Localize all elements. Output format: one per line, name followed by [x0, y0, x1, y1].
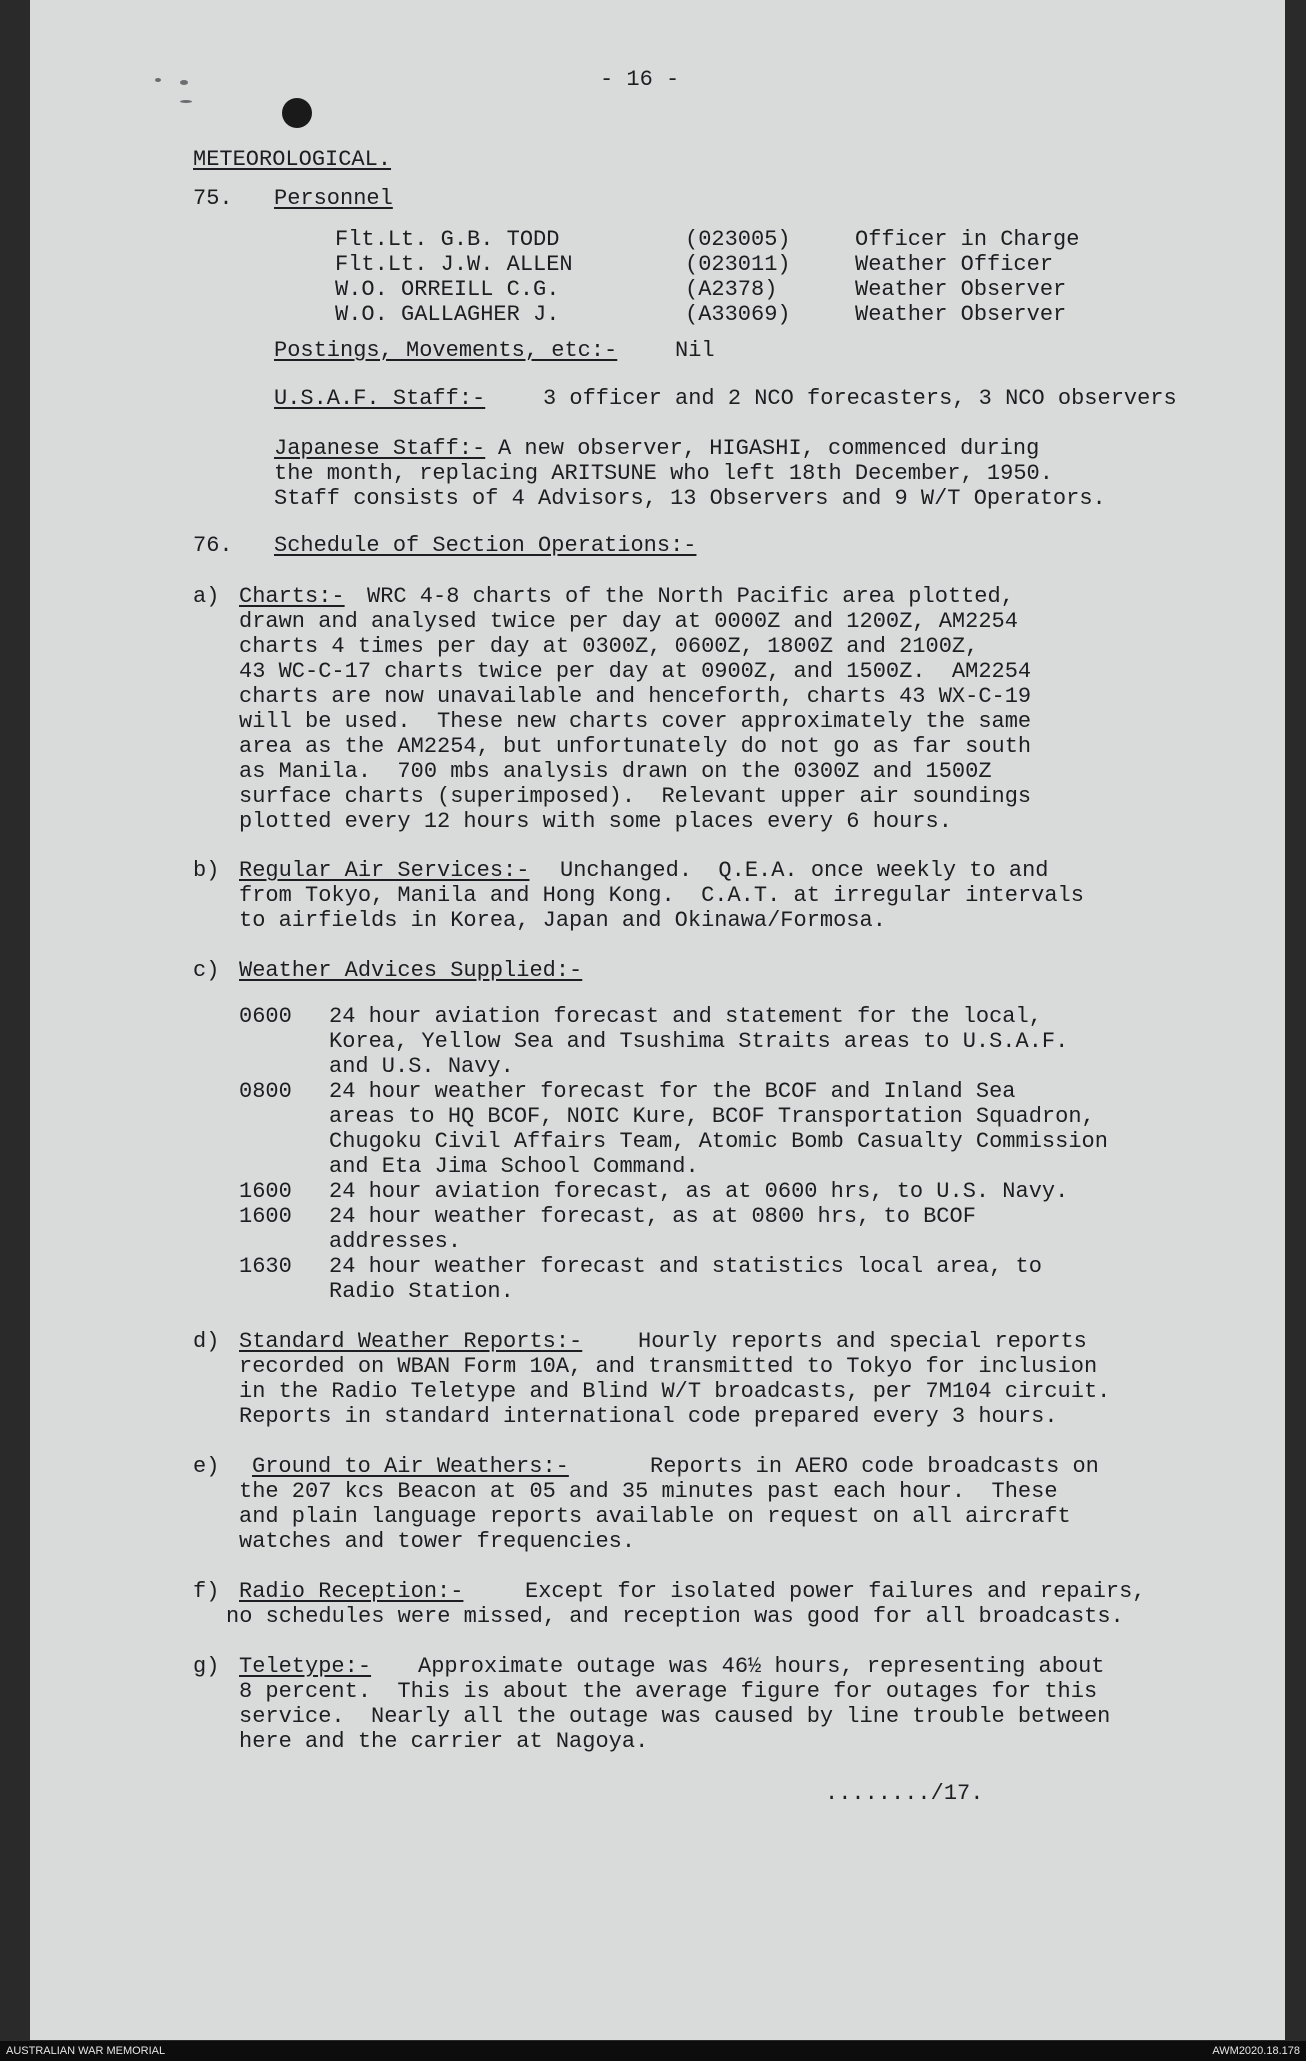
item-a-line: charts 4 times per day at 0300Z, 0600Z, 1800Z and 2100Z,: [239, 634, 979, 659]
postings-label: Postings, Movements, etc:-: [274, 338, 618, 363]
item-a-line: area as the AM2254, but unfortunately do not go as far south: [239, 734, 1032, 759]
advice-time: 1600: [239, 1179, 292, 1204]
item-c-marker: c): [193, 958, 220, 983]
japanese-staff-line: Staff consists of 4 Advisors, 13 Observers and 9 W/T Operators.: [274, 486, 1106, 511]
item-a-line: drawn and analysed twice per day at 0000Z and 1200Z, AM2254: [239, 609, 1018, 634]
item-e-label: Ground to Air Weathers:-: [252, 1454, 569, 1479]
item-b-line: Unchanged. Q.E.A. once weekly to and: [560, 858, 1049, 883]
personnel-role: Weather Officer: [855, 252, 1054, 277]
item-d-line: recorded on WBAN Form 10A, and transmitted to Tokyo for inclusion: [239, 1354, 1098, 1379]
item-a-line: 43 WC-C-17 charts twice per day at 0900Z, and 1500Z. AM2254: [239, 659, 1032, 684]
document-body: [30, 0, 1285, 2040]
item-b-marker: b): [193, 858, 220, 883]
item-f-marker: f): [193, 1579, 220, 1604]
item-a-line: plotted every 12 hours with some places every 6 hours.: [239, 809, 952, 834]
item-a-marker: a): [193, 584, 220, 609]
advice-line: Chugoku Civil Affairs Team, Atomic Bomb Casualty Commission: [329, 1129, 1108, 1154]
item-b-label: Regular Air Services:-: [239, 858, 530, 883]
item-e-line: the 207 kcs Beacon at 05 and 35 minutes past each hour. These: [239, 1479, 1058, 1504]
item-d-line: Reports in standard international code prepared every 3 hours.: [239, 1404, 1058, 1429]
personnel-name: W.O. ORREILL C.G.: [335, 277, 560, 302]
japanese-staff-line: A new observer, HIGASHI, commenced during: [498, 436, 1040, 461]
personnel-role: Weather Observer: [855, 277, 1067, 302]
item-75-heading: Personnel: [274, 186, 393, 211]
item-d-marker: d): [193, 1329, 220, 1354]
item-e-line: and plain language reports available on request on all aircraft: [239, 1504, 1071, 1529]
continuation-marker: ......../17.: [825, 1781, 984, 1806]
personnel-role: Weather Observer: [855, 302, 1067, 327]
japanese-staff-line: the month, replacing ARITSUNE who left 18th December, 1950.: [274, 461, 1053, 486]
personnel-id: (023005): [685, 227, 791, 252]
usaf-staff-value: 3 officer and 2 NCO forecasters, 3 NCO observers: [543, 386, 1177, 411]
item-76-number: 76.: [193, 533, 233, 558]
item-g-marker: g): [193, 1654, 220, 1679]
item-d-line: in the Radio Teletype and Blind W/T broadcasts, per 7M104 circuit.: [239, 1379, 1111, 1404]
item-e-line: watches and tower frequencies.: [239, 1529, 636, 1554]
archive-footer: [0, 2041, 1306, 2061]
advice-line: 24 hour aviation forecast and statement for the local,: [329, 1004, 1042, 1029]
advice-line: 24 hour weather forecast and statistics local area, to: [329, 1254, 1042, 1279]
section-title: METEOROLOGICAL.: [193, 147, 392, 172]
personnel-id: (A2378): [685, 277, 778, 302]
personnel-name: Flt.Lt. J.W. ALLEN: [335, 252, 573, 277]
item-g-line: here and the carrier at Nagoya.: [239, 1729, 649, 1754]
personnel-name: Flt.Lt. G.B. TODD: [335, 227, 560, 252]
item-c-label: Weather Advices Supplied:-: [239, 958, 583, 983]
advice-time: 1630: [239, 1254, 292, 1279]
item-a-line: WRC 4-8 charts of the North Pacific area plotted,: [367, 584, 1014, 609]
item-g-line: Approximate outage was 46½ hours, representing about: [418, 1654, 1105, 1679]
advice-line: Korea, Yellow Sea and Tsushima Straits areas to U.S.A.F.: [329, 1029, 1069, 1054]
item-e-marker: e): [193, 1454, 220, 1479]
personnel-role: Officer in Charge: [855, 227, 1080, 252]
item-g-line: service. Nearly all the outage was caused by line trouble between: [239, 1704, 1111, 1729]
personnel-name: W.O. GALLAGHER J.: [335, 302, 560, 327]
item-a-label: Charts:-: [239, 584, 345, 609]
item-d-line: Hourly reports and special reports: [638, 1329, 1087, 1354]
usaf-staff-label: U.S.A.F. Staff:-: [274, 386, 486, 411]
footer-right-text: AWM2020.18.178: [1212, 2045, 1300, 2057]
item-f-label: Radio Reception:-: [239, 1579, 464, 1604]
advice-line: and Eta Jima School Command.: [329, 1154, 699, 1179]
item-f-line: Except for isolated power failures and repairs,: [525, 1579, 1146, 1604]
item-b-line: to airfields in Korea, Japan and Okinawa/Formosa.: [239, 908, 886, 933]
item-e-line: Reports in AERO code broadcasts on: [650, 1454, 1099, 1479]
postings-value: Nil: [675, 338, 715, 363]
item-76-heading: Schedule of Section Operations:-: [274, 533, 697, 558]
advice-time: 0600: [239, 1004, 292, 1029]
advice-line: and U.S. Navy.: [329, 1054, 514, 1079]
personnel-id: (023011): [685, 252, 791, 277]
page-number: - 16 -: [600, 67, 680, 92]
advice-line: 24 hour weather forecast for the BCOF and Inland Sea: [329, 1079, 1016, 1104]
advice-line: 24 hour aviation forecast, as at 0600 hrs, to U.S. Navy.: [329, 1179, 1069, 1204]
footer-left-text: AUSTRALIAN WAR MEMORIAL: [6, 2045, 166, 2057]
document-page: [30, 0, 1285, 2040]
advice-line: 24 hour weather forecast, as at 0800 hrs, to BCOF: [329, 1204, 976, 1229]
item-g-line: 8 percent. This is about the average figure for outages for this: [239, 1679, 1098, 1704]
advice-line: addresses.: [329, 1229, 462, 1254]
item-a-line: will be used. These new charts cover approximately the same: [239, 709, 1032, 734]
item-75-number: 75.: [193, 186, 233, 211]
item-a-line: as Manila. 700 mbs analysis drawn on the 0300Z and 1500Z: [239, 759, 992, 784]
item-a-line: surface charts (superimposed). Relevant upper air soundings: [239, 784, 1032, 809]
item-f-line: no schedules were missed, and reception was good for all broadcasts.: [226, 1604, 1124, 1629]
personnel-id: (A33069): [685, 302, 791, 327]
advice-line: Radio Station.: [329, 1279, 514, 1304]
item-a-line: charts are now unavailable and henceforth, charts 43 WX-C-19: [239, 684, 1032, 709]
item-g-label: Teletype:-: [239, 1654, 372, 1679]
japanese-staff-label: Japanese Staff:-: [274, 436, 486, 461]
item-b-line: from Tokyo, Manila and Hong Kong. C.A.T. at irregular intervals: [239, 883, 1084, 908]
advice-time: 0800: [239, 1079, 292, 1104]
advice-time: 1600: [239, 1204, 292, 1229]
item-d-label: Standard Weather Reports:-: [239, 1329, 583, 1354]
advice-line: areas to HQ BCOF, NOIC Kure, BCOF Transportation Squadron,: [329, 1104, 1095, 1129]
